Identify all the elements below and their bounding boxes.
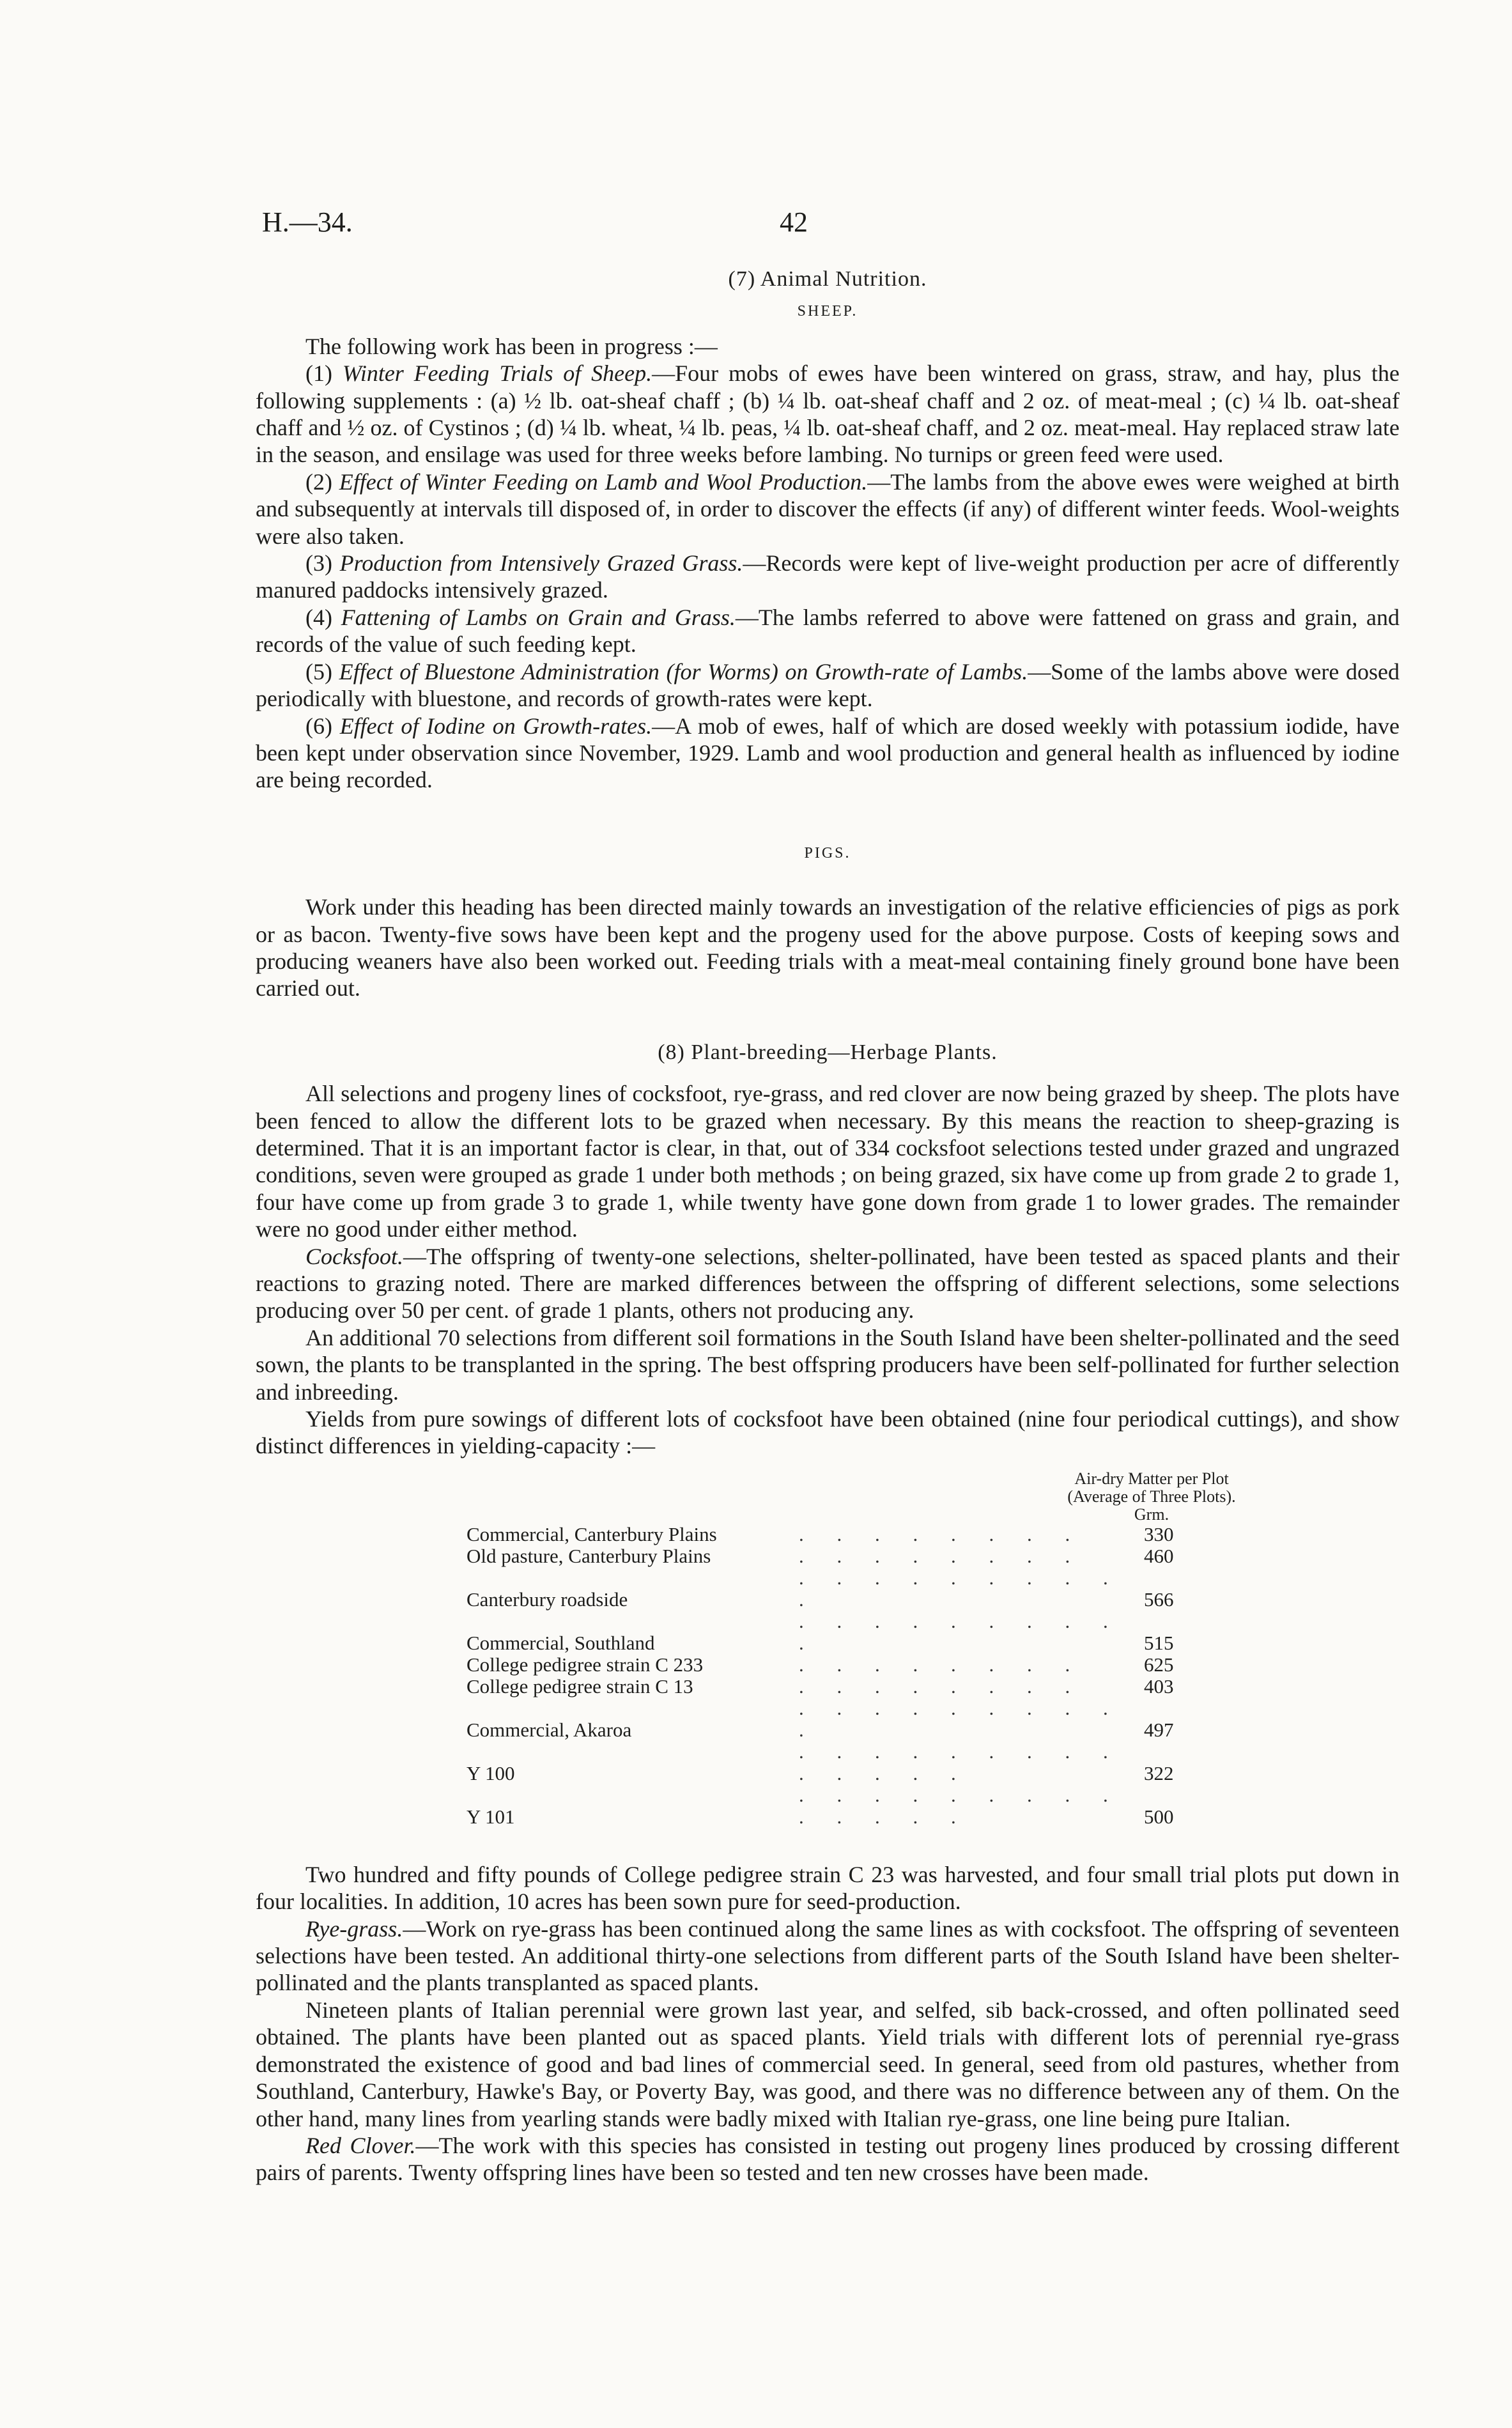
variety-cell: Canterbury roadside [467, 1588, 628, 1611]
variety-cell: Commercial, Canterbury Plains [467, 1522, 717, 1545]
column-header-line-1: Air-dry Matter per Plot [1074, 1469, 1229, 1488]
variety-cell: College pedigree strain C 233 [467, 1653, 704, 1676]
variety-cell: College pedigree strain C 13 [467, 1674, 693, 1697]
sheep-item-4 [256, 604, 1400, 658]
item-text: —A mob of ewes, half of which are dosed weekly with potassium iodide, have been kept under observation since November, 1929. Lamb and wool production and general health as influenced by iodine are being recorded. [256, 713, 1400, 793]
yield-value: 322 [1144, 1761, 1174, 1784]
item-number: (1) [305, 360, 343, 387]
leader-dots: . . . . . . . . . . [799, 1696, 1122, 1741]
section-8-title: (8) Plant-breeding—Herbage Plants. [658, 1040, 998, 1064]
item-number: (4) [305, 604, 341, 630]
leader-dots: . . . . . . . . . . [799, 1566, 1122, 1611]
sheep-item-5 [256, 658, 1400, 713]
yields-paragraph: Yields from pure sowings of different lots of cocksfoot have been obtained (nine four periodical cuttings), and show distinct differences in yielding-capacity :— [256, 1406, 1400, 1459]
column-header-line-2: (Average of Three Plots). [1067, 1487, 1236, 1506]
leader-dots: . . . . . . . . [799, 1674, 1084, 1697]
ryegrass-title: Rye-grass. [305, 1915, 403, 1942]
item-text: —The lambs from the above ewes were weighed at birth and subsequently at intervals till disposed of, in order to discover the effects (if any) of different winter feeds. Wool-weights were also taken. [256, 468, 1400, 549]
ryegrass-text: —Work on rye-grass has been continued along the same lines as with cocksfoot. The offspring of seventeen selections have been tested. An additional thirty-one selections from different parts of the South Island have been shelter-pollinated and the plants transplanted as spaced plants. [256, 1915, 1400, 1996]
column-unit: Grm. [1134, 1504, 1169, 1524]
variety-cell: Commercial, Southland [467, 1631, 655, 1654]
section-7-title: (7) Animal Nutrition. [728, 267, 927, 291]
leader-dots: . . . . . . . . [799, 1544, 1084, 1567]
yield-value: 515 [1144, 1631, 1174, 1654]
item-title: Effect of Iodine on Growth-rates. [339, 713, 652, 739]
table-row [467, 1784, 1201, 1828]
item-number: (2) [305, 468, 339, 495]
variety-cell: Y 101 [467, 1805, 515, 1828]
item-title: Fattening of Lambs on Grain and Grass. [341, 604, 736, 630]
variety-cell: Commercial, Akaroa [467, 1718, 632, 1741]
leader-dots: . . . . . . . . . . . . . . [799, 1783, 1122, 1828]
item-text: —Some of the lambs above were dosed periodically with bluestone, and records of growth-rates were kept. [256, 658, 1400, 712]
red-clover-title: Red Clover. [305, 2132, 416, 2158]
item-text: —Four mobs of ewes have been wintered on grass, straw, and hay, plus the following supplements : (a) ½ lb. oat-sheaf chaff ; (b) ¼ lb. oat-sheaf chaff and 2 oz. of meat-meal ; (c) ¼ lb. oat-sheaf chaff and ½ oz. of Cystinos ; (d) ¼ lb. wheat, ¼ lb. peas, ¼ lb. oat-sheaf chaff, and 2 oz. meat-meal. Hay replaced straw late in the season, and ensilage was used for three weeks before lambing. No turnips or green feed were used. [256, 360, 1400, 468]
leader-dots: . . . . . . . . [799, 1653, 1084, 1676]
table-row [467, 1697, 1201, 1741]
harvest-paragraph: Two hundred and fifty pounds of College pedigree strain C 23 was harvested, and four small trial plots put down in four localities. In addition, 10 acres has been sown pure for seed-production. [256, 1861, 1400, 1915]
item-number: (6) [305, 713, 340, 739]
document-code: H.—34. [262, 206, 353, 238]
table-row [467, 1524, 1201, 1545]
page-header [0, 206, 1512, 244]
table-row [467, 1654, 1201, 1676]
table-row [467, 1741, 1201, 1784]
item-title: Effect of Winter Feeding on Lamb and Wool Production. [339, 468, 868, 495]
plant-breeding-intro: All selections and progeny lines of cocksfoot, rye-grass, and red clover are now being grazed by sheep. The plots have been fenced to allow the different lots to be grazed when necessary. By this means the reaction to sheep-grazing is determined. That it is an important factor is clear, in that, out of 334 cocksfoot selections tested under grazed and ungrazed conditions, seven were grouped as grade 1 under both methods ; on being grazed, six have come up from grade 2 to grade 1, four have come up from grade 3 to grade 1, while twenty have gone down from grade 1 to lower grades. The remainder were no good under either method. [256, 1081, 1400, 1242]
yield-value: 403 [1144, 1674, 1174, 1697]
table-row [467, 1676, 1201, 1697]
pigs-paragraph: Work under this heading has been directed mainly towards an investigation of the relative efficiencies of pigs as pork or as bacon. Twenty-five sows have been kept and the progeny used for the above purpose. Costs of keeping sows and producing weaners have also been worked out. Feeding trials with a meat-meal containing finely ground bone have been carried out. [256, 894, 1400, 1001]
page-number: 42 [780, 206, 808, 238]
red-clover-text: —The work with this species has consisted in testing out progeny lines produced by crossing different pairs of parents. Twenty offspring lines have been so tested and ten new crosses have been made. [256, 2132, 1400, 2186]
sheep-item-6 [256, 713, 1400, 794]
yield-value: 625 [1144, 1653, 1174, 1676]
red-clover-paragraph [256, 2132, 1400, 2186]
table-row [467, 1567, 1201, 1611]
yield-value: 566 [1144, 1588, 1174, 1611]
leader-dots: . . . . . . . . . . [799, 1609, 1122, 1654]
yield-value: 330 [1144, 1522, 1174, 1545]
cocksfoot-paragraph [256, 1243, 1400, 1324]
sheep-item-1 [256, 360, 1400, 468]
table-row [467, 1545, 1201, 1567]
yield-value: 497 [1144, 1718, 1174, 1741]
leader-dots: . . . . . . . . . . . . . . [799, 1740, 1122, 1784]
sheep-heading: SHEEP. [797, 303, 858, 320]
variety-cell: Y 100 [467, 1761, 515, 1784]
leader-dots: . . . . . . . . [799, 1522, 1084, 1545]
yield-value: 500 [1144, 1805, 1174, 1828]
cocksfoot-title: Cocksfoot. [305, 1243, 403, 1269]
item-title: Winter Feeding Trials of Sheep. [342, 360, 652, 387]
item-number: (5) [305, 658, 339, 684]
variety-cell: Old pasture, Canterbury Plains [467, 1544, 711, 1567]
table-row [467, 1611, 1201, 1654]
item-title: Effect of Bluestone Administration (for Worms) on Growth-rate of Lambs. [339, 658, 1028, 684]
page-body [256, 262, 1400, 2186]
sheep-intro: The following work has been in progress :— [305, 333, 718, 359]
ryegrass-paragraph [256, 1915, 1400, 1997]
pigs-heading: PIGS. [804, 844, 851, 862]
item-text: —The lambs referred to above were fattened on grass and grain, and records of the value of such feeding kept. [256, 604, 1400, 658]
item-title: Production from Intensively Grazed Grass. [339, 550, 743, 576]
selections-paragraph: An additional 70 selections from different soil formations in the South Island have been shelter-pollinated and the seed sown, the plants to be transplanted in the spring. The best offspring producers have been self-pollinated for further selection and inbreeding. [256, 1324, 1400, 1405]
table-column-header [1030, 1470, 1273, 1524]
sheep-item-3 [256, 550, 1400, 604]
yields-table [467, 1524, 1201, 1828]
italian-perennial-paragraph: Nineteen plants of Italian perennial were grown last year, and selfed, sib back-crossed, and often pollinated seed obtained. The plants have been planted out as spaced plants. Yield trials with different lots of perennial rye-grass demonstrated the existence of good and bad lines of commercial seed. In general, seed from old pastures, whether from Southland, Canterbury, Hawke's Bay, or Poverty Bay, was good, and there was no difference between any of them. On the other hand, many lines from yearling stands were badly mixed with Italian rye-grass, one line being pure Italian. [256, 1997, 1400, 2131]
item-text: —Records were kept of live-weight production per acre of differently manured paddocks intensively grazed. [256, 550, 1400, 603]
cocksfoot-text: —The offspring of twenty-one selections, shelter-pollinated, have been tested as spaced plants and their reactions to grazing noted. There are marked differences between the offspring of different selections, some selections producing over 50 per cent. of grade 1 plants, others not producing any. [256, 1243, 1400, 1324]
item-number: (3) [305, 550, 340, 576]
yield-value: 460 [1144, 1544, 1174, 1567]
sheep-item-2 [256, 468, 1400, 550]
